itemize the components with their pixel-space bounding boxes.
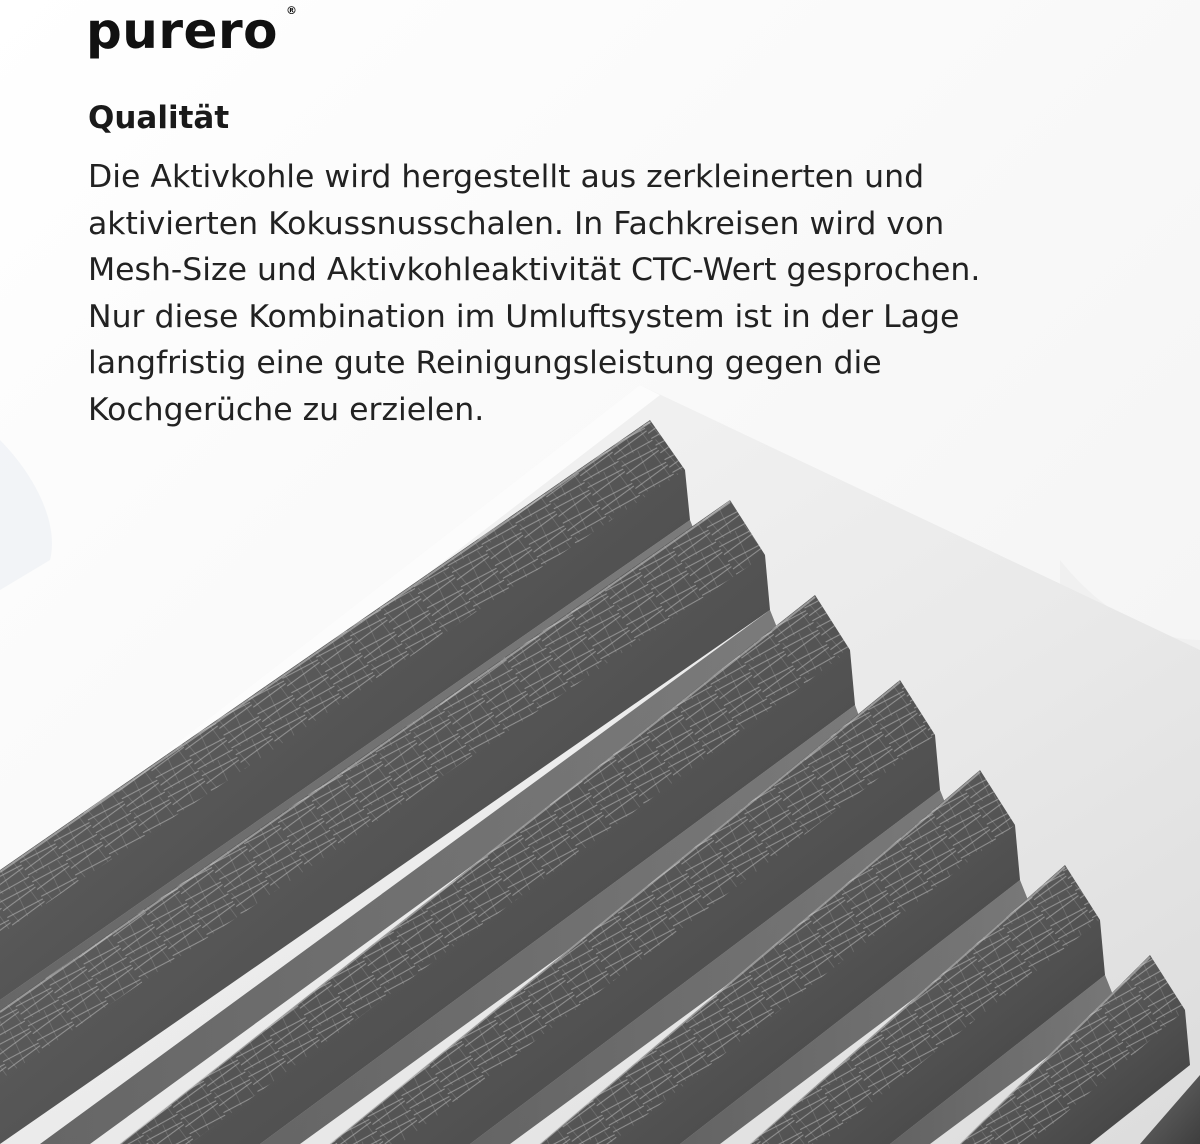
- brand-logo: purero: [86, 2, 278, 60]
- description-text: [88, 154, 1168, 433]
- description-line: aktivierten Kokussnusschalen. In Fachkreisen wird von: [88, 205, 945, 242]
- section-heading: Qualität: [88, 100, 230, 136]
- registered-mark: ®: [286, 4, 297, 17]
- description-line: Kochgerüche zu erzielen.: [88, 391, 485, 428]
- description-line: Die Aktivkohle wird hergestellt aus zerkleinerten und: [88, 159, 925, 195]
- description-line: Nur diese Kombination im Umluftsystem ist in der Lage: [88, 298, 960, 335]
- description-line: Mesh-Size und Aktivkohleaktivität CTC-Wert gesprochen.: [88, 252, 981, 288]
- description-line: langfristig eine gute Reinigungsleistung gegen die: [88, 345, 882, 381]
